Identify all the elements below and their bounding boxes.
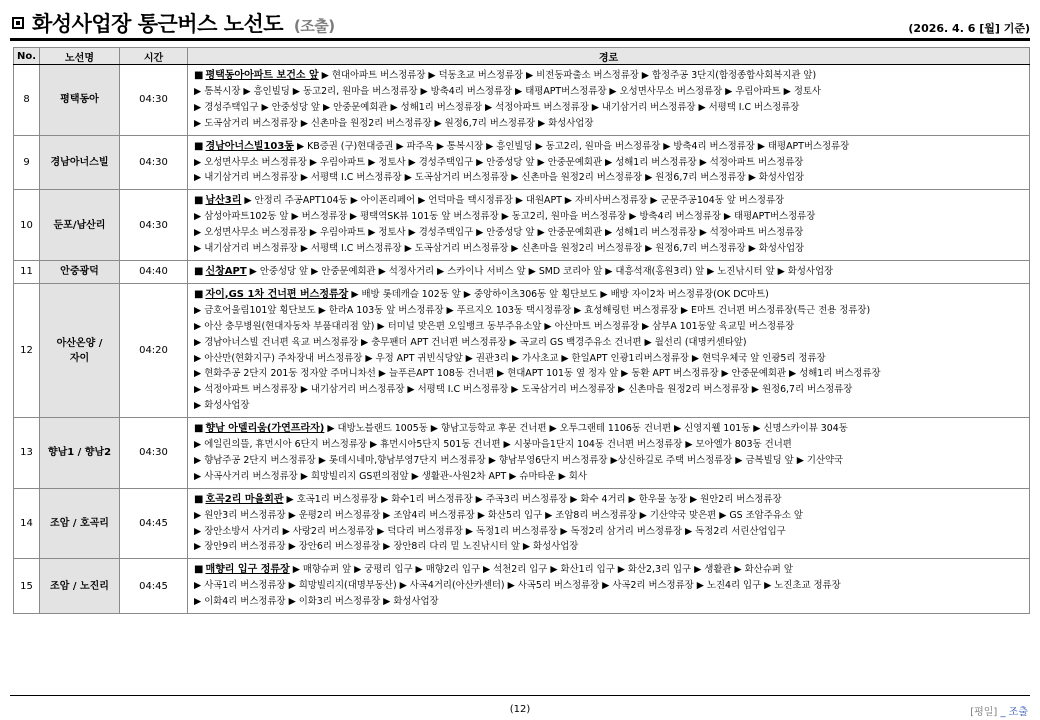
route-number: 15 bbox=[14, 559, 40, 614]
route-path-line bbox=[194, 578, 1023, 594]
route-start-stop: 신창APT bbox=[205, 265, 247, 277]
route-start-stop: 남산3리 bbox=[205, 195, 242, 207]
route-name bbox=[40, 190, 120, 261]
table-row bbox=[14, 559, 1030, 614]
route-number: 9 bbox=[14, 135, 40, 190]
departure-time: 04:20 bbox=[120, 283, 188, 417]
route-name-line: 조암 / 노진리 bbox=[50, 580, 109, 592]
route-path bbox=[188, 488, 1030, 559]
route-path-line bbox=[194, 539, 1023, 555]
route-name-line: 조암 / 호곡리 bbox=[50, 518, 109, 530]
route-path-line bbox=[194, 351, 1023, 367]
route-stops-text: ▶ 이화4리 버스정류장 ▶ 이화3리 버스정류장 ▶ 화성사업장 bbox=[194, 596, 439, 608]
departure-time: 04:40 bbox=[120, 260, 188, 283]
route-path-line bbox=[194, 562, 1023, 578]
route-stops-text: ▶ 사곡1리 버스정류장 ▶ 희망빌리지(대명부동산) ▶ 사곡4거리(아산카센터) ▶ 사곡5리 버스정류장 ▶ 사곡2리 버스정류장 ▶ 노진4리 입구 ▶ 노진초교 정류장 bbox=[194, 580, 841, 592]
route-stops-text: ▶ 금호어울림101앞 횡단보도 ▶ 한라A 103동 앞 버스정류장 ▶ 푸르지오 103동 택시정류장 ▶ 효성해링턴 버스정류장 ▶ E마트 건너편 버스정류장(특근 전용 정류장) bbox=[194, 304, 871, 316]
route-path-line bbox=[194, 594, 1023, 610]
route-start-stop: 경남아너스빌103동 bbox=[205, 140, 294, 152]
route-path-line bbox=[194, 366, 1023, 382]
route-stops-text: ▶ 삼성아파트102동 앞 ▶ 버스정류장 ▶ 평택역SK뷰 101동 앞 버스정류장 ▶ 동고2리, 원마을 버스정류장 ▶ 방축4리 버스정류장 ▶ 태평APT버스정류장 bbox=[194, 211, 816, 223]
route-name-line: 안중광덕 bbox=[60, 266, 99, 278]
route-stops-text: ▶ KB증권 (구)현대증권 ▶ 파주옥 ▶ 통복시장 ▶ 흥인빌딩 ▶ 동고2리, 원마을 버스정류장 ▶ 방축4리 버스정류장 ▶ 태평APT버스정류장 bbox=[296, 140, 850, 152]
route-stops-text: ▶ 장안소방서 사거리 ▶ 사랑2리 버스정류장 ▶ 덕다리 버스정류장 ▶ 독정1리 버스정류장 ▶ 독정2리 삼거리 버스정류장 ▶ 독정2리 서린산업입구 bbox=[194, 525, 786, 537]
column-header-route: 경로 bbox=[188, 48, 1030, 65]
route-name bbox=[40, 135, 120, 190]
page-title-text: 화성사업장 통근버스 노선도 bbox=[32, 12, 284, 36]
square-bullet-icon: ■ bbox=[194, 493, 204, 505]
route-path-line bbox=[194, 319, 1023, 335]
departure-time: 04:30 bbox=[120, 418, 188, 489]
route-stops-text: ▶ 매향슈퍼 앞 ▶ 궁평리 입구 ▶ 매향2리 입구 ▶ 석천2리 입구 ▶ 화산1리 입구 ▶ 화산2,3리 입구 ▶ 생활관 ▶ 화산슈퍼 앞 bbox=[292, 564, 793, 576]
route-stops-text: ▶ 내기삼거리 버스정류장 ▶ 서평택 I.C 버스정류장 ▶ 도곡삼거리 버스정류장 ▶ 신촌마을 원정2리 버스정류장 ▶ 원정6,7리 버스정류장 ▶ 화성사업장 bbox=[194, 172, 805, 184]
route-number: 12 bbox=[14, 283, 40, 417]
square-bullet-icon bbox=[12, 17, 24, 29]
route-stops-text: ▶ 내기삼거리 버스정류장 ▶ 서평택 I.C 버스정류장 ▶ 도곡삼거리 버스정류장 ▶ 신촌마을 원정2리 버스정류장 ▶ 원정6,7리 버스정류장 ▶ 화성사업장 bbox=[194, 243, 805, 255]
route-stops-text: ▶ 안중성당 앞 ▶ 안중문예회관 ▶ 석정사거리 ▶ 스카이나 서비스 앞 ▶ SMD 코리아 앞 ▶ 대흥석재(홍원3리) 앞 ▶ 노진낚시터 앞 ▶ 화성사업장 bbox=[249, 265, 834, 277]
departure-time: 04:30 bbox=[120, 190, 188, 261]
route-name bbox=[40, 65, 120, 136]
route-name-line: 경남아너스빌 bbox=[50, 156, 109, 168]
route-path-line bbox=[194, 225, 1023, 241]
route-start-stop: 매향리 입구 정류장 bbox=[205, 564, 290, 576]
page-number: (12) bbox=[509, 704, 531, 715]
table-row bbox=[14, 418, 1030, 489]
table-row bbox=[14, 65, 1030, 136]
departure-time: 04:30 bbox=[120, 135, 188, 190]
route-path-line bbox=[194, 437, 1023, 453]
route-path-line bbox=[194, 264, 1023, 280]
route-name-line: 향남1 / 향남2 bbox=[47, 447, 112, 459]
route-path bbox=[188, 559, 1030, 614]
route-path bbox=[188, 190, 1030, 261]
footer-label bbox=[970, 703, 1028, 718]
table-row bbox=[14, 260, 1030, 283]
page-subtitle: (조출) bbox=[293, 17, 335, 35]
title-bar bbox=[10, 8, 1030, 38]
route-stops-text: ▶ 석정아파트 버스정류장 ▶ 내기삼거리 버스정류장 ▶ 서평택 I.C 버스정류장 ▶ 도곡삼거리 버스정류장 ▶ 신촌마을 원정2리 버스정류장 ▶ 원정6,7리 버스정류장 bbox=[194, 384, 853, 396]
square-bullet-icon: ■ bbox=[194, 140, 204, 152]
route-path bbox=[188, 260, 1030, 283]
route-stops-text: ▶ 원안3리 버스정류장 ▶ 운평2리 버스정류장 ▶ 조암4리 버스정류장 ▶ 화산5리 입구 ▶ 조암8리 버스정류장 ▶ 기산약국 맞은편 ▶ GS 조암주유소 앞 bbox=[194, 509, 803, 521]
route-stops-text: ▶ 장안9리 버스정류장 ▶ 장안6리 버스정류장 ▶ 장안8리 다리 밑 노진낚시터 앞 ▶ 화성사업장 bbox=[194, 541, 579, 553]
route-path-line bbox=[194, 303, 1023, 319]
route-number: 13 bbox=[14, 418, 40, 489]
route-path-line bbox=[194, 68, 1023, 84]
route-path-line bbox=[194, 335, 1023, 351]
route-path-line bbox=[194, 492, 1023, 508]
route-stops-text: ▶ 오성면사무소 버스정류장 ▶ 우림아파트 ▶ 정토사 ▶ 경성주택입구 ▶ 안중성당 앞 ▶ 안중문예회관 ▶ 성해1리 버스정류장 ▶ 석정아파트 버스정류장 bbox=[194, 156, 804, 168]
square-bullet-icon: ■ bbox=[194, 423, 204, 435]
route-path-line bbox=[194, 170, 1023, 186]
table-row bbox=[14, 190, 1030, 261]
route-path-line bbox=[194, 421, 1023, 437]
route-path-line bbox=[194, 241, 1023, 257]
route-table bbox=[13, 47, 1030, 614]
route-path bbox=[188, 283, 1030, 417]
route-name-line: 아산온양 / bbox=[56, 337, 103, 349]
square-bullet-icon: ■ bbox=[194, 288, 204, 300]
route-start-stop: 평택동아아파트 보건소 앞 bbox=[205, 70, 319, 81]
square-bullet-icon: ■ bbox=[194, 265, 204, 277]
route-path-line bbox=[194, 100, 1023, 116]
route-stops-text: ▶ 아산만(현화지구) 주차장내 버스정류장 ▶ 우정 APT 귀빈식당앞 ▶ 권관3리 ▶ 가사초교 ▶ 한일APT 인광1리버스정류장 ▶ 현덕우체국 앞 인광5리 정류장 bbox=[194, 352, 826, 364]
table-header-row bbox=[14, 48, 1030, 65]
route-stops-text: ▶ 배방 롯데캐슬 102동 앞 ▶ 중앙하이츠306동 앞 횡단보도 ▶ 배방 자이2차 버스정류장(OK DC마트) bbox=[351, 288, 769, 300]
route-name bbox=[40, 283, 120, 417]
route-number: 14 bbox=[14, 488, 40, 559]
table-row bbox=[14, 488, 1030, 559]
route-stops-text: ▶ 아산 충무병원(현대자동차 부품대리점 앞) ▶ 터미널 맞은편 오일뱅크 동부주유소앞 ▶ 아산마트 버스정류장 ▶ 삼부A 101동앞 육교밑 버스정류장 bbox=[194, 320, 795, 332]
route-path-line bbox=[194, 287, 1023, 303]
route-path bbox=[188, 135, 1030, 190]
column-header-no: No. bbox=[14, 48, 40, 65]
route-path-line bbox=[194, 116, 1023, 132]
route-number: 10 bbox=[14, 190, 40, 261]
reference-date: (2026. 4. 6 [월] 기준) bbox=[908, 22, 1030, 35]
route-stops-text: ▶ 통복시장 ▶ 흥인빌딩 ▶ 동고2리, 원마을 버스정류장 ▶ 방축4리 버스정류장 ▶ 태평APT버스정류장 ▶ 오성면사무소 버스정류장 ▶ 우림아파트 ▶ 정토사 bbox=[194, 85, 821, 97]
route-path bbox=[188, 418, 1030, 489]
route-name bbox=[40, 418, 120, 489]
route-path-line bbox=[194, 382, 1023, 398]
route-path-line bbox=[194, 469, 1023, 485]
route-name-line: 자이 bbox=[69, 352, 90, 364]
title-divider bbox=[10, 38, 1030, 41]
route-path-line bbox=[194, 139, 1023, 155]
route-stops-text: ▶ 호곡1리 버스정류장 ▶ 화수1리 버스정류장 ▶ 주곡3리 버스정류장 ▶ 화수 4거리 ▶ 한우물 농장 ▶ 원안2리 버스정류장 bbox=[286, 493, 782, 505]
route-path-line bbox=[194, 209, 1023, 225]
table-row bbox=[14, 135, 1030, 190]
route-path-line bbox=[194, 508, 1023, 524]
route-stops-text: ▶ 현대아파트 버스정류장 ▶ 덕동초교 버스정류장 ▶ 비전동파출소 버스정류장 ▶ 합정주공 3단지(합정종합사회복지관 앞) bbox=[321, 70, 817, 81]
route-name bbox=[40, 488, 120, 559]
route-stops-text: ▶ 경성주택입구 ▶ 안중성당 앞 ▶ 안중문예회관 ▶ 성해1리 버스정류장 ▶ 석정아파트 버스정류장 ▶ 내기삼거리 버스정류장 ▶ 서평택 I.C 버스정류장 bbox=[194, 101, 800, 113]
route-stops-text: ▶ 향남주공 2단지 버스정류장 ▶ 롯데시네마,향남부영7단지 버스정류장 ▶ 향남부영6단지 버스정류장 ▶상신하길로 주택 버스정류장 ▶ 금복빌딩 앞 ▶ 기산약국 bbox=[194, 454, 844, 466]
route-stops-text: ▶ 현화주공 2단지 201동 정자앞 주머니차선 ▶ 늘푸른APT 108동 건너편 ▶ 현대APT 101동 옆 정자 앞 ▶ 동환 APT 버스정류장 ▶ 안중문예회관 ▶ 성해1리 버스정류장 bbox=[194, 368, 881, 380]
page-title bbox=[32, 8, 335, 38]
route-path-line bbox=[194, 193, 1023, 209]
route-stops-text: ▶ 도곡삼거리 버스정류장 ▶ 신촌마을 원정2리 버스정류장 ▶ 원정6,7리 버스정류장 ▶ 화성사업장 bbox=[194, 117, 594, 129]
footer-day-label: [평일] bbox=[970, 707, 998, 718]
departure-time: 04:45 bbox=[120, 488, 188, 559]
route-stops-text: ▶ 에일린의뜰, 휴먼시아 6단지 버스정류장 ▶ 휴먼시아5단지 501동 건너편 ▶ 시붕마을1단지 104동 건너편 버스정류장 ▶ 모아엘가 803동 건너편 bbox=[194, 439, 792, 451]
route-number: 8 bbox=[14, 65, 40, 136]
route-path-line bbox=[194, 398, 1023, 414]
route-start-stop: 자이,GS 1차 건너편 버스정류장 bbox=[205, 288, 349, 300]
route-stops-text: ▶ 경남아너스빌 건너편 육교 버스정류장 ▶ 충무팬더 APT 건너편 버스정류장 ▶ 곡교리 GS 백경주유소 건너편 ▶ 월선리 (대명커센타앞) bbox=[194, 336, 747, 348]
square-bullet-icon: ■ bbox=[194, 70, 204, 81]
route-stops-text: ▶ 사곡사거리 버스정류장 ▶ 희망빌리지 GS편의점앞 ▶ 생활관-사원2차 APT ▶ 슈마타운 ▶ 회사 bbox=[194, 470, 587, 482]
column-header-name: 노선명 bbox=[40, 48, 120, 65]
route-name-line: 둔포/남산리 bbox=[53, 219, 106, 231]
route-number: 11 bbox=[14, 260, 40, 283]
route-table-body bbox=[14, 65, 1030, 614]
route-stops-text: ▶ 안정리 주공APT104동 ▶ 아이폰리페어 ▶ 언덕마을 택시정류장 ▶ 대원APT ▶ 자비사버스정류장 ▶ 군문주공104동 앞 버스정류장 bbox=[244, 195, 785, 207]
route-path bbox=[188, 65, 1030, 136]
route-name bbox=[40, 559, 120, 614]
route-name-line: 평택동아 bbox=[60, 94, 99, 106]
route-name bbox=[40, 260, 120, 283]
footer-divider bbox=[10, 695, 1030, 696]
square-bullet-icon: ■ bbox=[194, 564, 204, 576]
route-start-stop: 호곡2리 마을회관 bbox=[205, 493, 284, 505]
route-stops-text: ▶ 화성사업장 bbox=[194, 400, 250, 412]
route-path-line bbox=[194, 453, 1023, 469]
footer-shift-label: _ 조출 bbox=[1000, 707, 1028, 718]
column-header-time: 시간 bbox=[120, 48, 188, 65]
square-bullet-icon: ■ bbox=[194, 195, 204, 207]
route-stops-text: ▶ 오성면사무소 버스정류장 ▶ 우림아파트 ▶ 정토사 ▶ 경성주택입구 ▶ 안중성당 앞 ▶ 안중문예회관 ▶ 성해1리 버스정류장 ▶ 석정아파트 버스정류장 bbox=[194, 227, 804, 239]
route-path-line bbox=[194, 155, 1023, 171]
route-path-line bbox=[194, 524, 1023, 540]
route-stops-text: ▶ 대방노블랜드 1005동 ▶ 향남고등학교 후문 건너편 ▶ 오투그랜테 1106동 건너편 ▶ 신영지웰 101동 ▶ 신명스카이뷰 304동 bbox=[327, 423, 848, 435]
route-path-line bbox=[194, 84, 1023, 100]
departure-time: 04:45 bbox=[120, 559, 188, 614]
table-row bbox=[14, 283, 1030, 417]
departure-time: 04:30 bbox=[120, 65, 188, 136]
route-start-stop: 향남 아델리움(가연프라자) bbox=[205, 423, 325, 435]
